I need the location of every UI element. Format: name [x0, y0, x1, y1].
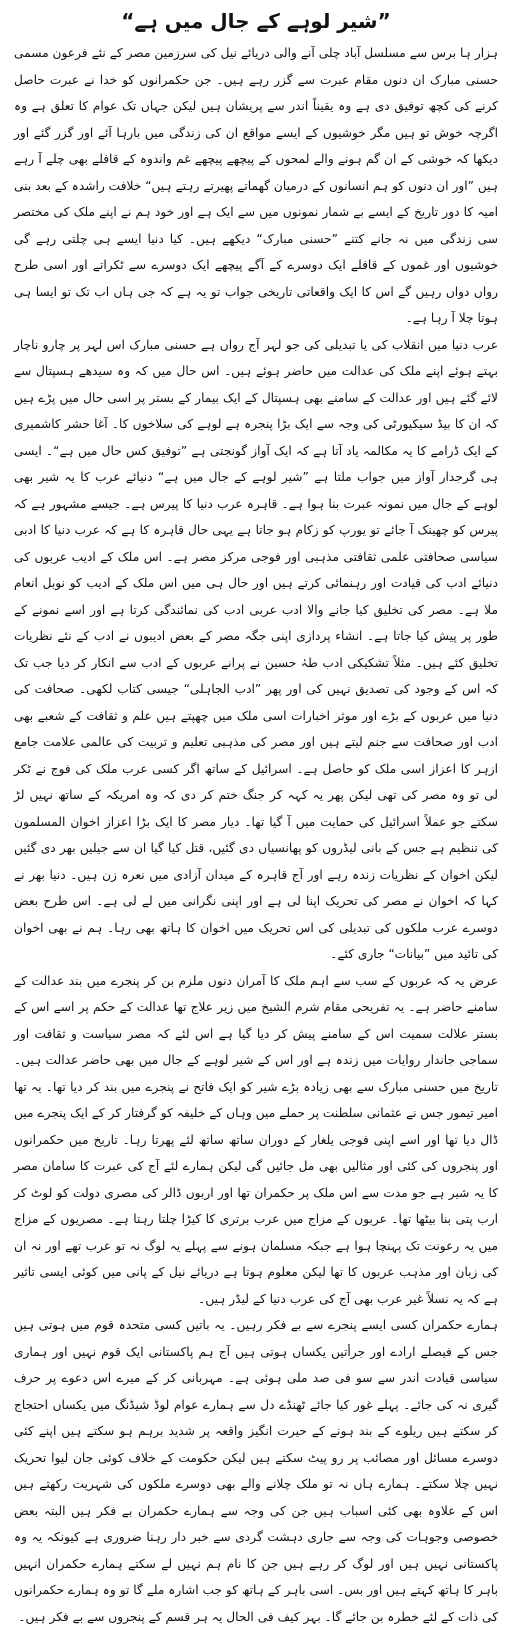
paragraph: ہزار ہا برس سے مسلسل آباد چلی آنے والی دریائے نیل کی سرزمین مصر کے نئے فرعون مسمی حسنی مبارک ان دنوں مقام عبرت سے گزر رہے ہیں۔ جن حکمرانوں کو خدا نے عبرت حاصل کرنے کی کچھ توفیق دی ہے وہ یقیناً اندر سے پریشان ہیں لیکن جہاں تک عوام کا تعلق ہے وہ اگرچہ خوش تو ہیں مگر خوشیوں کے ایسے مواقع ان کی زندگی میں بارہا آئے اور گزر گئے اور دیکھا کہ خوشی کے ان گم ہونے والے لمحوں کے پیچھے پیچھے غم واندوہ کے قافلے بھی چلے آ رہے ہیں ”اور ان دنوں کو ہم انسانوں کے درمیان گھماتے پھیرتے رہتے ہیں“ خلافت راشدہ کے بعد بنی امیہ کا دور تاریخ کے ایسے بے شمار نمونوں میں سے ایک ہے اور خود ہم نے اپنے ملک کی مختصر سی زندگی میں نہ جانے کتنے ”حسنی مبارک“ دیکھے ہیں۔ کیا دنیا ایسے ہی چلتی رہے گی خوشیوں اور غموں کے قافلے ایک دوسرے کے آگے پیچھے ایک دوسرے سے ٹکراتے اور اسی طرح رواں دواں رہیں گے اس کا ایک واقعاتی تاریخی جواب تو یہ ہے کہ جی ہاں اب تک تو ایسا ہی ہوتا چلا آ رہا ہے۔ — [14, 46, 498, 325]
paragraph: ہمارے حکمران کسی ایسے پنجرے سے بے فکر رہیں۔ یہ باتیں کسی متحدہ قوم میں ہوتی ہیں جس کے فیصلے ارادے اور جرأتیں یکساں ہوتی ہیں آج ہم پاکستانی ایک قوم نہیں اور ہماری سیاسی قیادت اندر سے سو فی صد ملی ہوئی ہے۔ مہربانی کر کے میرے اس دعوے پر حرف گیری نہ کی جائے۔ پہلے غور کیا جائے ٹھنڈے دل سے ہمارے عوام لوڈ شیڈنگ میں یکساں احتجاج کر سکتے ہیں ریلوے کے بند ہونے کے حیرت انگیز واقعہ پر شدید برہم ہو سکتے ہیں اپنے کئی دوسرے مسائل اور مصائب پر رو پیٹ سکتے ہیں لیکن حکومت کے خلاف کوئی جان لیوا تحریک نہیں چلا سکتے۔ ہمارے ہاں نہ تو ملک چلانے والے بھی دوسرے ملکوں کی شہریت رکھتے ہیں اس کے علاوہ بھی کئی اسباب ہیں جن کی وجہ سے ہمارے حکمران بے فکر ہیں البتہ بعض خصوصی وجوہات کی وجہ سے جاری دہشت گردی سے خبر دار رہنا ضروری ہے کیونکہ یہ وہ پاکستانی نہیں ہیں اور لوگ کر رہے ہیں جن کا نام ہم نہیں لے سکتے ہمارے حکمران انہیں باہر کا ہاتھ کہتے ہیں اور بس۔ اسی باہر کے ہاتھ کو جب اشارہ ملے گا تو وہ ہمارے حکمرانوں کی ذات کے لئے خطرہ بن جائے گا۔ بہر کیف فی الحال یہ ہر قسم کے پنجروں سے بے فکر ہیں۔ — [14, 1318, 498, 1624]
article-body — [14, 40, 498, 1630]
paragraph: عرض یہ کہ عربوں کے سب سے اہم ملک کا آمران دنوں ملزم بن کر پنجرے میں بند عدالت کے سامنے حاضر ہے۔ یہ تفریحی مقام شرم الشیخ میں زیر علاج تھا عدالت کے حکم پر اسے اس کے بستر علالت سمیت اس کے سامنے پیش کر دیا گیا ہے اس لئے کہ مصر سیاست و ثقافت اور سماجی جاندار روایات میں زندہ ہے اور اس کے شیر لوہے کے جال میں بھی حاضر عدالت ہیں۔ تاریخ میں حسنی مبارک سے بھی زیادہ بڑے شیر کو ایک فاتح نے پنجرے میں بند کر دیا تھا۔ یہ تھا امیر تیمور جس نے عثمانی سلطنت پر حملے میں وہاں کے خلیفہ کو گرفتار کر کے ایک پنجرے میں ڈال دیا تھا اور اسے اپنی فوجی یلغار کے دوران ساتھ ساتھ لئے پھرتا رہا۔ تاریخ میں حکمرانوں اور پنجروں کی کئی اور مثالیں بھی مل جائیں گی لیکن ہمارے لئے آج کی عبرت کا سامان مصر کا یہ شیر ہے جو مدت سے اس ملک پر حکمران تھا اور اربوں ڈالر کی مصری دولت کو لوٹ کر ارب پتی بنا بیٹھا تھا۔ عربوں کے مزاج میں عرب برتری کا کیڑا چلتا رہتا ہے۔ مصریوں کے مزاج میں یہ رعونت تک پہنچا ہوا ہے جبکہ مسلمان ہونے سے پہلے یہ لوگ نہ تو عرب تھے اور نہ ان کی زبان اور مذہب عربوں کا تھا لیکن معلوم ہوتا ہے دریائے نیل کے پانی میں کوئی ایسی تاثیر ہے کہ یہ نسلاً غیر عرب بھی آج کی عرب دنیا کے لیڈر ہیں۔ — [14, 973, 498, 1306]
headline: ”شیر لوہے کے جال میں ہے“ — [121, 9, 391, 33]
paragraph: عرب دنیا میں انقلاب کی یا تبدیلی کی جو لہر آج رواں ہے حسنی مبارک اس لہر پر چارو ناچار بہتے ہوئے اپنے ملک کی عدالت میں حاضر ہوئے ہیں۔ اس حال میں کہ وہ سیدھے ہسپتال سے لائے گئے ہیں اور عدالت کے سامنے بھی ہسپتال کے ایک بیمار کے بستر پر اسی حال میں پڑے ہیں کہ ان کا بیڈ سیکیورٹی کی وجہ سے ایک بڑا پنجرہ ہے لوہے کی سلاخوں کا۔ آغا حشر کاشمیری کے ایک ڈرامے کا یہ مکالمہ یاد آتا ہے کہ ایک آواز گونجتی ہے ”توفیق کس حال میں ہے“۔ ایسی ہی گرجدار آواز میں جواب ملتا ہے ”شیر لوہے کے جال میں ہے“ دنیائے عرب کا یہ شیر بھی لوہے کے جال میں نمونہ عبرت بنا ہوا ہے۔ قاہرہ عرب دنیا کا پیرس ہے۔ جیسے مشہور ہے کہ پیرس کو چھینک آ جائے تو یورپ کو زکام ہو جاتا ہے یہی حال قاہرہ کا ہے کہ عرب دنیا کا ادبی سیاسی صحافتی علمی ثقافتی مذہبی اور فوجی مرکز مصر ہے۔ اس ملک کے ادیب عربوں کی دنیائے ادب کی قیادت اور رہنمائی کرتے ہیں اور حال ہی میں اس ملک کے ادیب کو نوبل انعام ملا ہے۔ مصر کی تخلیق کیا جانے والا ادب عربی ادب کی نمائندگی کرتا ہے اور اسے نمونے کے طور پر پیش کیا جاتا ہے۔ انشاء پردازی اپنی جگہ مصر کے بعض ادیبوں نے ادب کے نئے نظریات تخلیق کئے ہیں۔ مثلاً تشکیکی ادب طہٰ حسین نے پرانے عربوں کے ادب سے انکار کر دیا جب تک کہ اس کے وجود کی تصدیق نہیں کی اور پھر ”ادب الجاہلی“ جیسی کتاب لکھی۔ صحافت کی دنیا میں عربوں کے بڑے اور موثر اخبارات اسی ملک میں چھپتے ہیں علم و ثقافت کے شعبے بھی ادب اور صحافت سے جنم لیتے ہیں اور مصر کی مذہبی تعلیم و تربیت کی عالمی علامت جامع ازہر کا اعزاز اسی ملک کو حاصل ہے۔ اسرائیل کے ساتھ اگر کسی عرب ملک کی فوج نے ٹکر لی تو وہ مصر کی تھی لیکن پھر یہ کہہ کر جنگ ختم کر دی کہ وہ امریکہ کے ساتھ نہیں لڑ سکتے جو عملاً اسرائیل کی حمایت میں آ گیا تھا۔ دیار مصر کا ایک بڑا اعزاز اخوان المسلمون کی تنظیم ہے جس کے بانی لیڈروں کو پھانسیاں دی گئیں، قتل کیا گیا ان سے جیلیں بھر دی گئیں لیکن اخوان کے نظریات زندہ رہے اور آج قاہرہ کے میدان آزادی میں نعرہ زن ہیں۔ دنیا بھر نے کہا کہ اخوان نے مصر کی تحریک اپنا لی ہے اور اپنی نگرانی میں لے لی ہے۔ اس طرح بعض دوسرے عرب ملکوں کی تبدیلی کی اس تحریک میں اخوان کا ہاتھ بھی رہا۔ ہم نے بھی اخوان کی تائید میں ”بیانات“ جاری کئے۔ — [14, 337, 498, 961]
